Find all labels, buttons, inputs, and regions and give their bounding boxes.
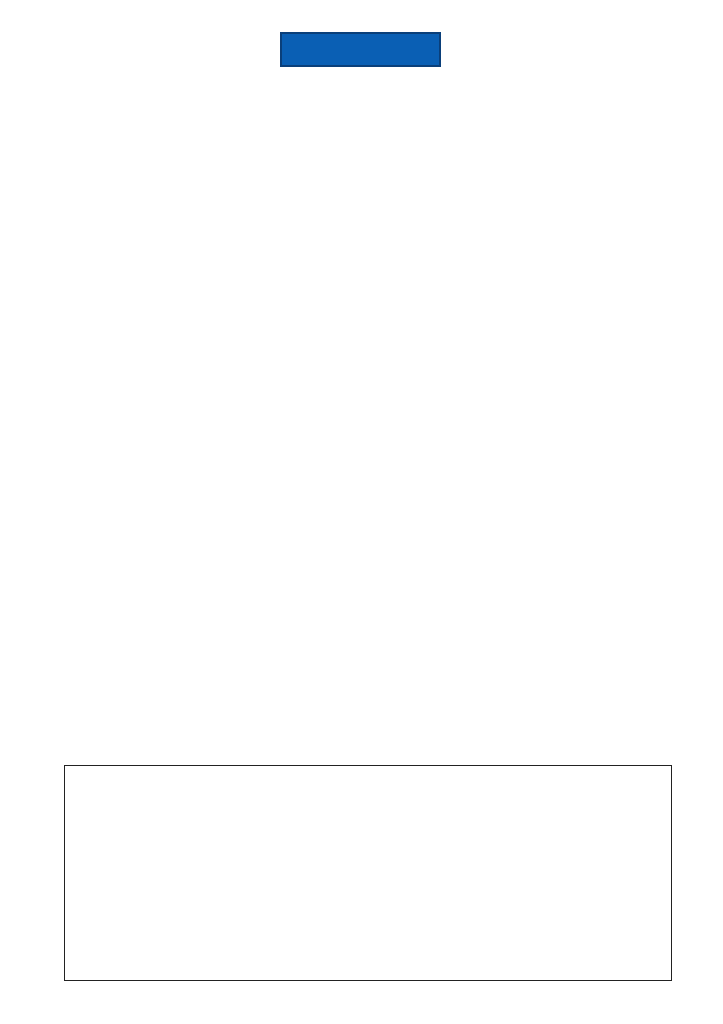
memo-area[interactable] <box>64 765 672 981</box>
